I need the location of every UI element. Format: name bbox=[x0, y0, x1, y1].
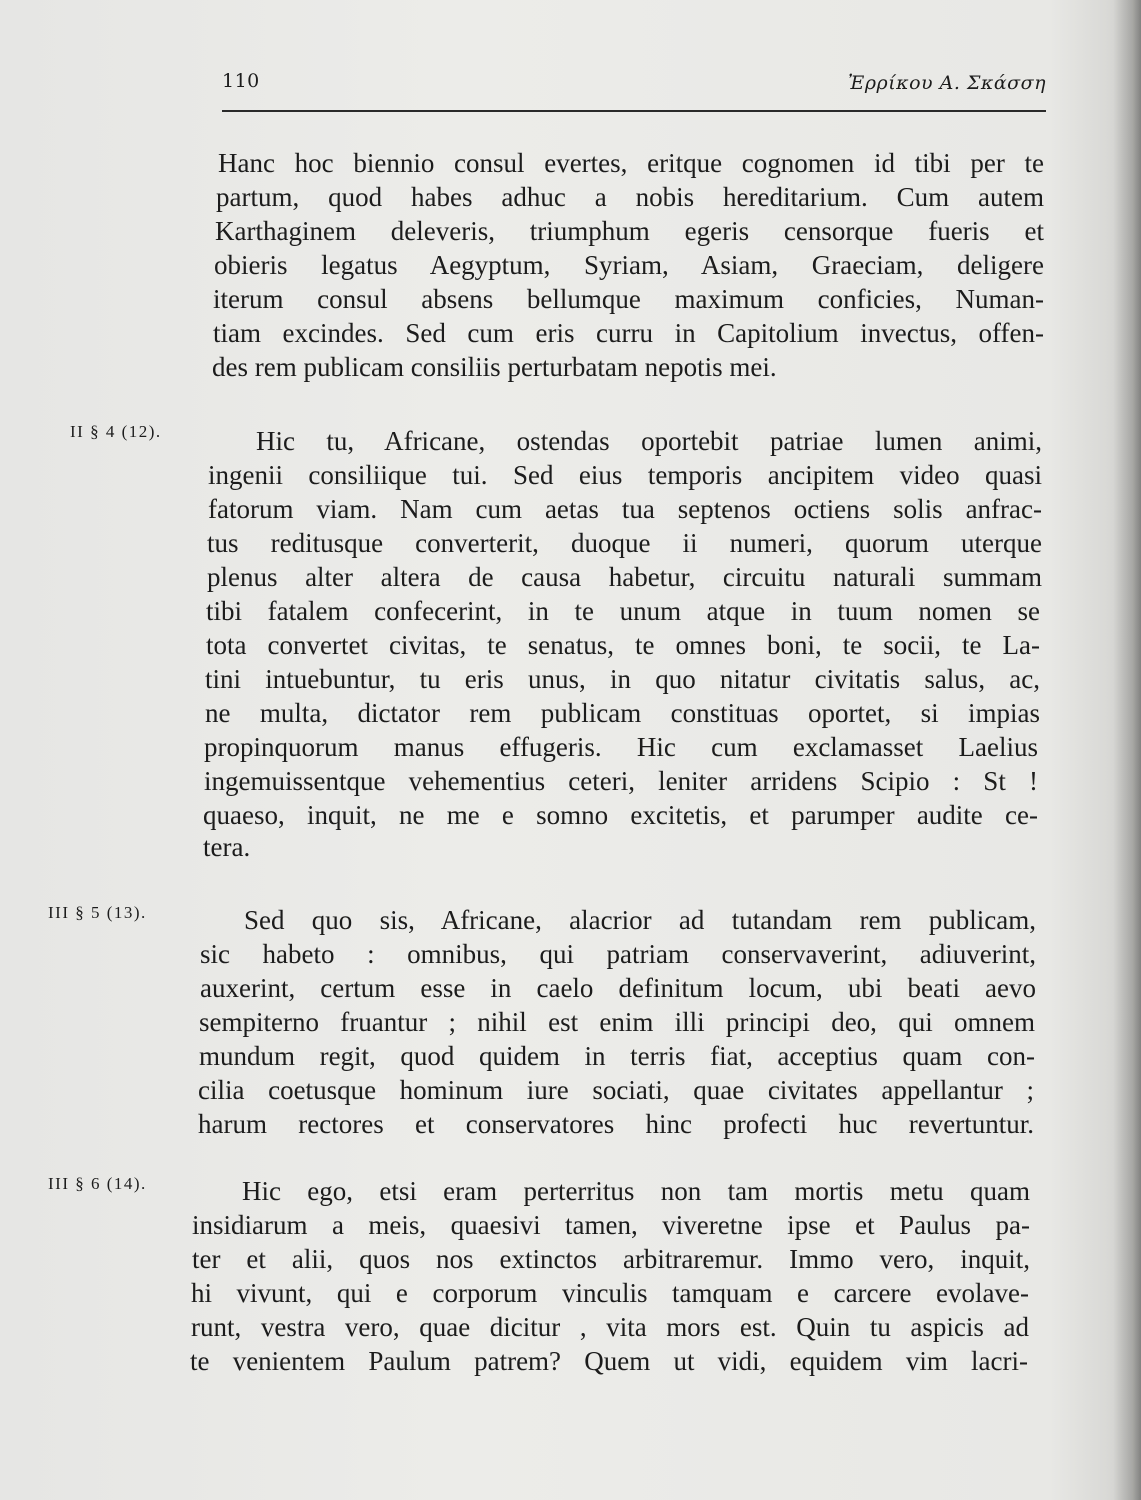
text-line: insidiarum a meis, quaesivi tamen, viveretne ipse et Paulus pa- bbox=[192, 1210, 1030, 1240]
text-line: propinquorum manus effugeris. Hic cum exclamasset Laelius bbox=[204, 732, 1038, 762]
text-line: partum, quod habes adhuc a nobis hereditarium. Cum autem bbox=[216, 182, 1044, 212]
section-reference: III § 6 (14). bbox=[48, 1174, 147, 1193]
text-line: sic habeto : omnibus, qui patriam conservaverint, adiuverint, bbox=[200, 939, 1036, 969]
text-line: ingenii consiliique tui. Sed eius temporis ancipitem video quasi bbox=[208, 460, 1042, 490]
text-line: harum rectores et conservatores hinc profecti huc revertuntur. bbox=[198, 1109, 1034, 1139]
text-line: mundum regit, quod quidem in terris fiat, acceptius quam con- bbox=[199, 1041, 1035, 1071]
text-line: des rem publicam consiliis perturbatam nepotis mei. bbox=[212, 352, 777, 382]
section-reference: II § 4 (12). bbox=[70, 422, 162, 441]
page-header bbox=[222, 70, 1046, 112]
page-number: 110 bbox=[222, 70, 260, 92]
text-line: Karthaginem deleveris, triumphum egeris censorque fueris et bbox=[215, 216, 1044, 246]
text-line: tini intuebuntur, tu eris unus, in quo nitatur civitatis salus, ac, bbox=[205, 664, 1040, 694]
text-line: sempiterno fruantur ; nihil est enim illi principi deo, qui omnem bbox=[199, 1007, 1035, 1037]
text-line: tiam excindes. Sed cum eris curru in Capitolium invectus, offen- bbox=[213, 318, 1044, 348]
text-line: tota convertet civitas, te senatus, te omnes boni, te socii, te La- bbox=[206, 630, 1040, 660]
text-line: Hic ego, etsi eram perterritus non tam mortis metu quam bbox=[242, 1176, 1030, 1206]
text-line: fatorum viam. Nam cum aetas tua septenos octiens solis anfrac- bbox=[208, 494, 1042, 524]
text-line: hi vivunt, qui e corporum vinculis tamquam e carcere evolave- bbox=[191, 1278, 1029, 1308]
text-line: auxerint, certum esse in caelo definitum locum, ubi beati aevo bbox=[200, 973, 1036, 1003]
text-line: te venientem Paulum patrem? Quem ut vidi, equidem vim lacri- bbox=[190, 1346, 1028, 1376]
text-line: tibi fatalem confecerint, in te unum atque in tuum nomen se bbox=[206, 596, 1040, 626]
text-line: plenus alter altera de causa habetur, circuitu naturali summam bbox=[207, 562, 1042, 592]
text-line: iterum consul absens bellumque maximum conficies, Numan- bbox=[213, 284, 1044, 314]
text-line: ne multa, dictator rem publicam constituas oportet, si impias bbox=[205, 698, 1040, 728]
text-line: tus reditusque converterit, duoque ii numeri, quorum uterque bbox=[207, 528, 1042, 558]
text-line: obieris legatus Aegyptum, Syriam, Asiam, Graeciam, deligere bbox=[214, 250, 1044, 280]
running-head: Ἐρρίκου Α. Σκάσση bbox=[848, 72, 1046, 94]
text-line: quaeso, inquit, ne me e somno excitetis, et parumper audite ce- bbox=[203, 800, 1038, 830]
text-line: cilia coetusque hominum iure sociati, quae civitates appellantur ; bbox=[198, 1075, 1034, 1105]
spine-shadow bbox=[1113, 0, 1141, 1500]
text-line: Sed quo sis, Africane, alacrior ad tutandam rem publicam, bbox=[244, 905, 1036, 935]
text-line: runt, vestra vero, quae dicitur , vita mors est. Quin tu aspicis ad bbox=[191, 1312, 1029, 1342]
text-line: ingemuissentque vehementius ceteri, leniter arridens Scipio : St ! bbox=[204, 766, 1038, 796]
section-reference: III § 5 (13). bbox=[48, 903, 147, 922]
text-line: Hic tu, Africane, ostendas oportebit patriae lumen animi, bbox=[256, 426, 1042, 456]
text-line: Hanc hoc biennio consul evertes, eritque cognomen id tibi per te bbox=[218, 148, 1044, 178]
text-line: tera. bbox=[203, 832, 251, 862]
text-line: ter et alii, quos nos extinctos arbitraremur. Immo vero, inquit, bbox=[192, 1244, 1030, 1274]
